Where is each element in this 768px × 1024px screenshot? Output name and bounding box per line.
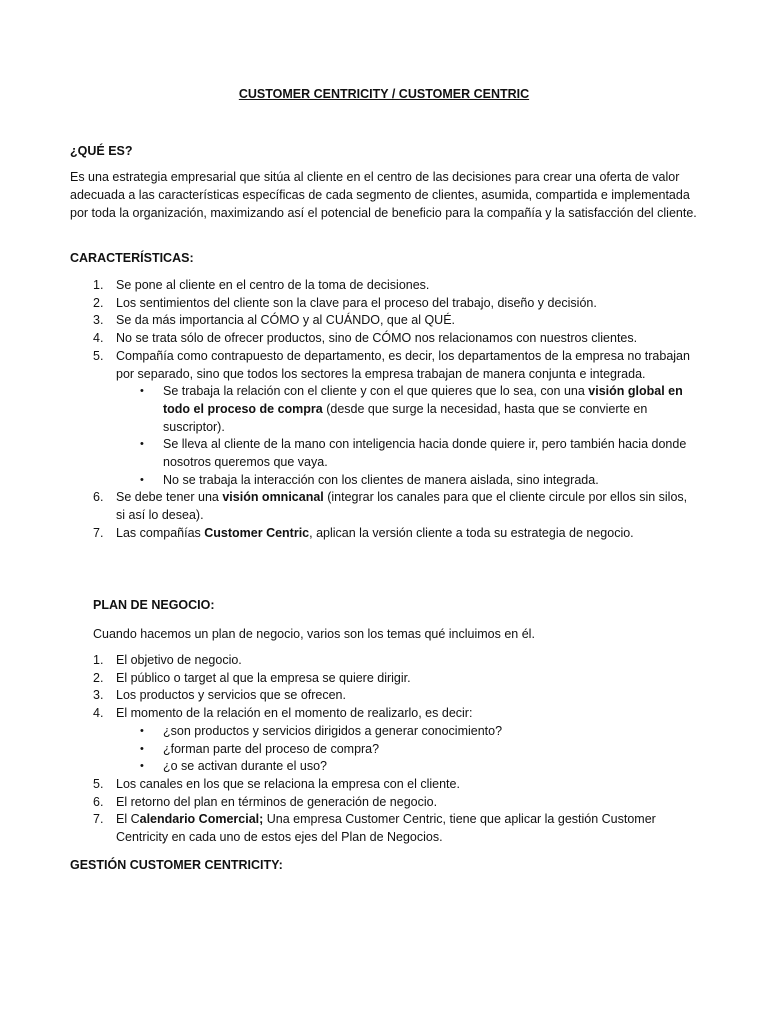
list-item-text: Los sentimientos del cliente son la clave para el proceso del trabajo, diseño y decisión.	[116, 295, 597, 310]
list-number: 5.	[93, 776, 104, 791]
sublist-item: • ¿forman parte del proceso de compra?	[116, 741, 690, 759]
bullet: •	[140, 742, 144, 755]
plan-heading: PLAN DE NEGOCIO:	[93, 598, 215, 612]
bold-text: visión omnicanal	[222, 490, 324, 505]
bold-text: Customer Centric	[204, 525, 310, 540]
sublist-item: • ¿son productos y servicios dirigidos a generar conocimiento?	[116, 723, 690, 741]
list-number: 6.	[93, 794, 104, 809]
que-es-paragraph: Es una estrategia empresarial que sitúa al cliente en el centro de las decisiones para crear una oferta de valor adecuada a las características específicas de cada segmento de clientes, asumida, compartida e implementada por toda la organización, maximizando así el potencial de beneficio para la compañía y la satisfacción del cliente.	[70, 170, 697, 220]
caracteristicas-heading: CARACTERÍSTICAS:	[70, 251, 194, 265]
list-number: 1.	[93, 653, 104, 667]
sublist-item: • Se trabaja la relación con el cliente y con el que quieres que lo sea, con una visión global en todo el proceso de compra (desde que surge la necesidad, hasta que se convierte en suscriptor).	[140, 384, 683, 434]
bullet: •	[140, 724, 144, 737]
list-number: 3.	[93, 688, 104, 703]
list-item-text: Compañía como contrapuesto de departamento, es decir, los departamentos de la empresa no trabajan por separado, sino que todos los sectores la empresa trabajan de manera conjunta e integrada.	[116, 348, 690, 381]
list-number: 5.	[93, 348, 104, 363]
list-item	[70, 277, 690, 295]
list-number: 7.	[93, 812, 104, 827]
plan-sublist	[116, 723, 690, 776]
bullet: •	[140, 438, 144, 451]
list-item: 2. El público o target al que la empresa se quiere dirigir.	[70, 670, 690, 688]
list-item	[70, 295, 690, 313]
list-item-text: Se da más importancia al CÓMO y al CUÁNDO, que al QUÉ.	[116, 313, 456, 328]
list-number: 3.	[93, 313, 104, 328]
list-item: 7. Las compañías Customer Centric, aplican la versión cliente a toda su estrategia de negocio.	[70, 525, 690, 543]
list-item	[70, 312, 690, 330]
plan-intro: Cuando hacemos un plan de negocio, varios son los temas qué incluimos en él.	[93, 627, 535, 641]
list-item: 7. El Calendario Comercial; Una empresa Customer Centric, tiene que aplicar la gestión Customer Centricity en cada uno de estos ejes del Plan de Negocios.	[93, 812, 656, 845]
bullet: •	[140, 760, 144, 773]
list-number: 1.	[93, 278, 104, 292]
caracteristicas-sublist	[116, 383, 690, 489]
bold-text: alendario Comercial;	[139, 812, 264, 827]
list-number: 7.	[93, 525, 104, 540]
list-item	[70, 330, 690, 348]
bold-text: visión global en todo el proceso de compra	[163, 384, 683, 416]
caracteristicas-list	[70, 277, 690, 543]
list-item	[70, 348, 690, 490]
list-item-text: Se pone al cliente en el centro de la toma de decisiones.	[116, 278, 430, 292]
bullet: •	[140, 473, 144, 486]
list-number: 2.	[93, 670, 104, 685]
list-number: 6.	[93, 490, 104, 505]
sublist-item: • No se trabaja la interacción con los clientes de manera aislada, sino integrada.	[116, 472, 690, 490]
list-item: 4. El momento de la relación en el momento de realizarlo, es decir: • ¿son productos y servicios dirigidos a generar conocimiento? • ¿forman parte del proceso de compra? • ¿o se activan durante el uso?	[70, 705, 690, 776]
list-number: 2.	[93, 295, 104, 310]
list-item: 3. Los productos y servicios que se ofrecen.	[70, 687, 690, 705]
sublist-item: • ¿o se activan durante el uso?	[116, 758, 690, 776]
bullet: •	[140, 385, 144, 398]
list-item-text: No se trata sólo de ofrecer productos, sino de CÓMO nos relacionamos con nuestros clientes.	[116, 331, 638, 346]
document-title: CUSTOMER CENTRICITY / CUSTOMER CENTRIC	[238, 87, 530, 101]
list-item: 6. El retorno del plan en términos de generación de negocio.	[70, 794, 690, 812]
list-item: 5. Los canales en los que se relaciona la empresa con el cliente.	[70, 776, 690, 794]
list-item: 6. Se debe tener una visión omnicanal (integrar los canales para que el cliente circule por ellos sin silos, si así lo desea).	[93, 490, 688, 523]
plan-list	[70, 652, 690, 847]
list-item: 1. El objetivo de negocio.	[70, 652, 690, 670]
que-es-heading: ¿QUÉ ES?	[70, 144, 133, 158]
list-number: 4.	[93, 706, 104, 721]
list-number: 4.	[93, 331, 104, 346]
gestion-heading: GESTIÓN CUSTOMER CENTRICITY:	[70, 858, 283, 872]
sublist-item: • Se lleva al cliente de la mano con inteligencia hacia donde quiere ir, pero también hacia donde nosotros queremos que vaya.	[140, 437, 687, 470]
